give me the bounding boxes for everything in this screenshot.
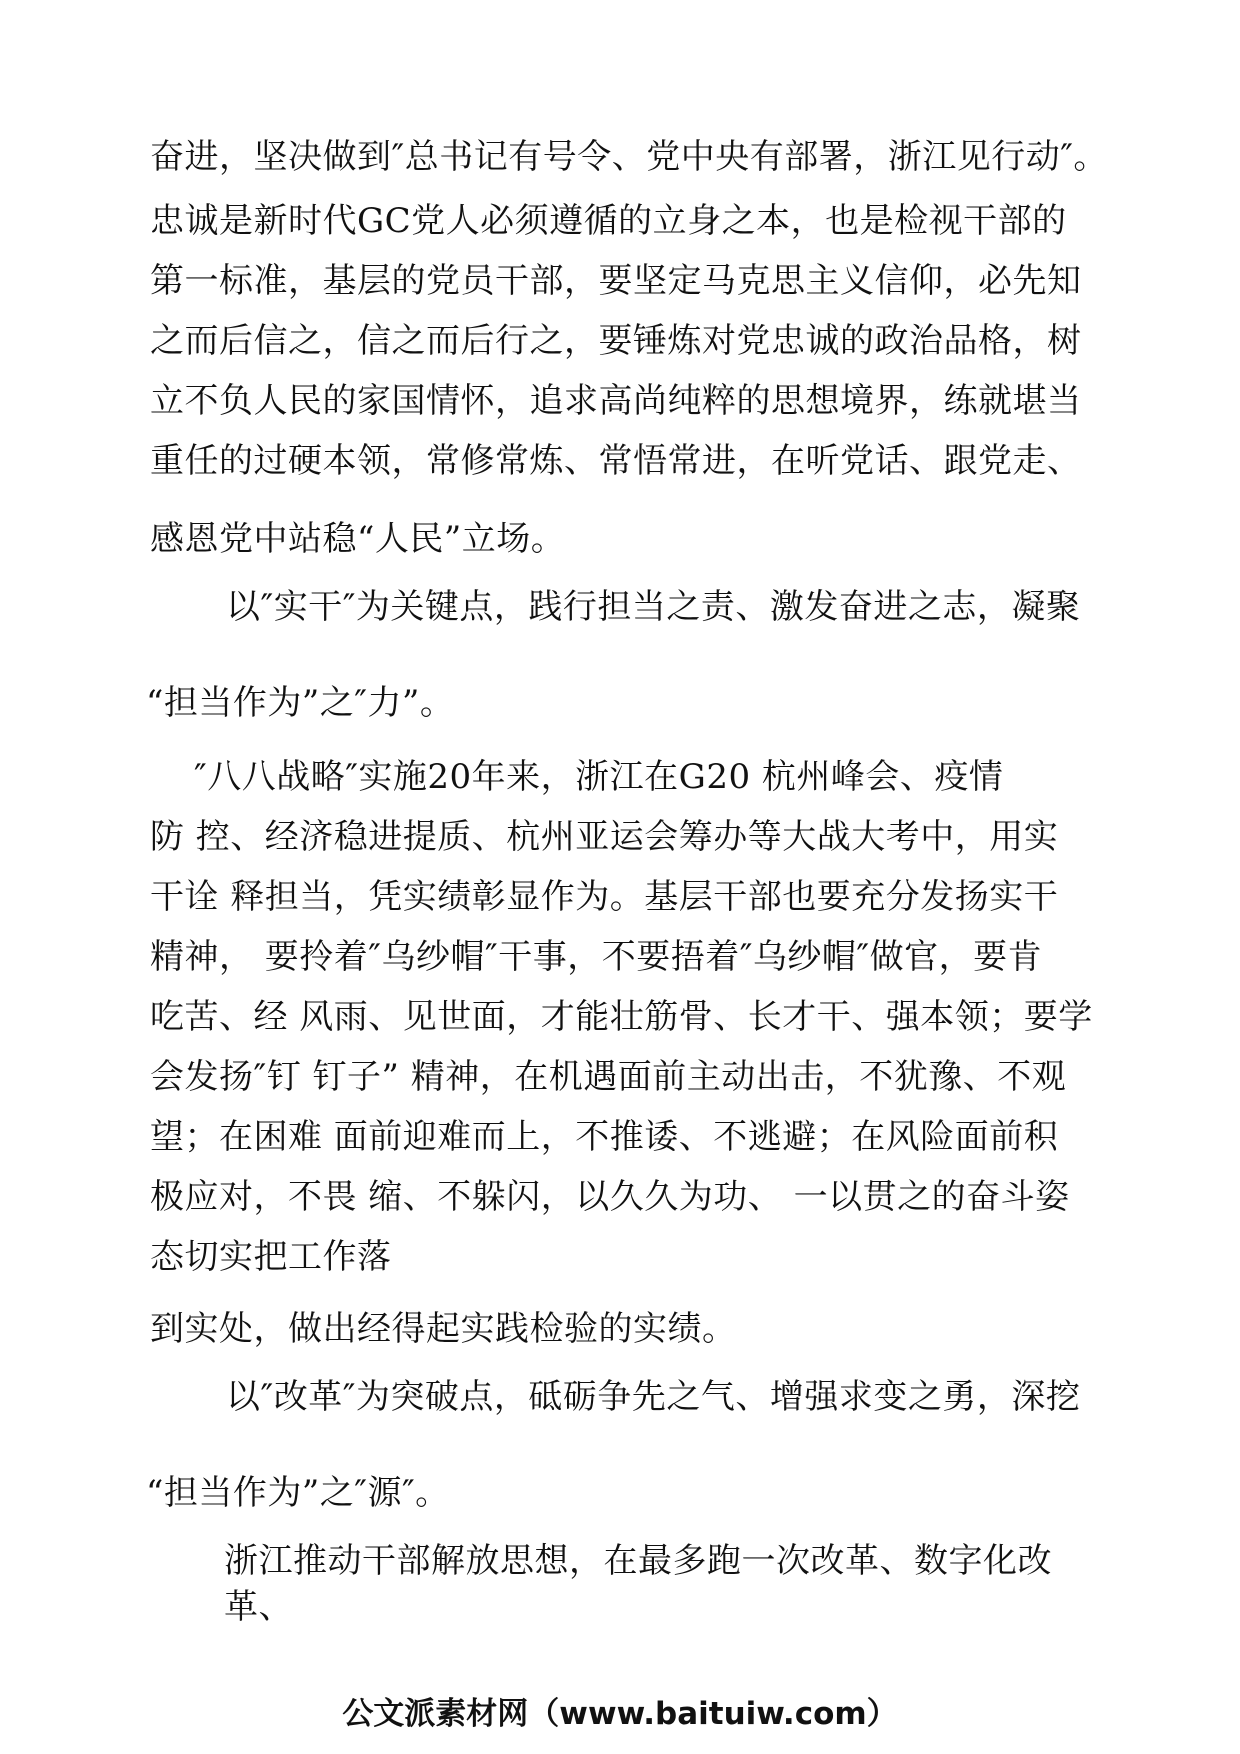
text-line: 态切实把工作落: [150, 1237, 392, 1277]
text-line: 浙江推动干部解放思想，在最多跑一次改革、数字化改: [224, 1541, 1052, 1581]
text-line: 重任的过硬本领，常修常炼、常悟常进，在听党话、跟党走、: [150, 441, 1082, 481]
text-line: 会发扬″钉 钉子” 精神，在机遇面前主动出击，不犹豫、不观: [150, 1057, 1067, 1097]
text-line: 奋进，坚决做到″总书记有号令、党中央有部署，浙江见行动″。: [150, 137, 1108, 177]
section-heading-line: “担当作为”之″力”。: [146, 683, 455, 723]
section-heading-line: 以″实干″为关键点，践行担当之责、激发奋进之志，凝聚: [226, 587, 1081, 627]
text-line: 到实处，做出经得起实践检验的实绩。: [150, 1309, 737, 1349]
text-line: 吃苦、经 风雨、见世面，才能壮筋骨、长才干、强本领；要学: [150, 997, 1093, 1037]
text-line: 感恩党中站稳“人民”立场。: [150, 519, 566, 559]
text-line: 精神， 要拎着″乌纱帽″干事，不要捂着″乌纱帽″做官，要肯: [150, 937, 1043, 977]
footer-source: 公文派素材网（www.baituiw.com）: [342, 1696, 898, 1732]
text-line: 干诠 释担当，凭实绩彰显作为。基层干部也要充分发扬实干: [150, 877, 1059, 917]
text-line: 立不负人民的家国情怀，追求高尚纯粹的思想境界，练就堪当: [150, 381, 1082, 421]
text-line: 之而后信之，信之而后行之，要锤炼对党忠诚的政治品格，树: [150, 321, 1082, 361]
text-line: 望；在困难 面前迎难而上，不推诿、不逃避；在风险面前积: [150, 1117, 1059, 1157]
section-heading-line: “担当作为”之″源″。: [146, 1473, 450, 1513]
text-line: ″八八战略″实施20年来，浙江在G20 杭州峰会、疫情: [194, 757, 1004, 797]
section-heading-line: 以″改革″为突破点，砥砺争先之气、增强求变之勇，深挖: [226, 1377, 1081, 1417]
text-line: 忠诚是新时代GC党人必须遵循的立身之本，也是检视干部的: [150, 201, 1067, 241]
text-line: 革、: [224, 1587, 293, 1627]
text-line: 防 控、经济稳进提质、杭州亚运会筹办等大战大考中，用实: [150, 817, 1059, 857]
text-line: 第一标准，基层的党员干部，要坚定马克思主义信仰，必先知: [150, 261, 1082, 301]
text-line: 极应对，不畏 缩、不躲闪，以久久为功、 一以贯之的奋斗姿: [150, 1177, 1070, 1217]
